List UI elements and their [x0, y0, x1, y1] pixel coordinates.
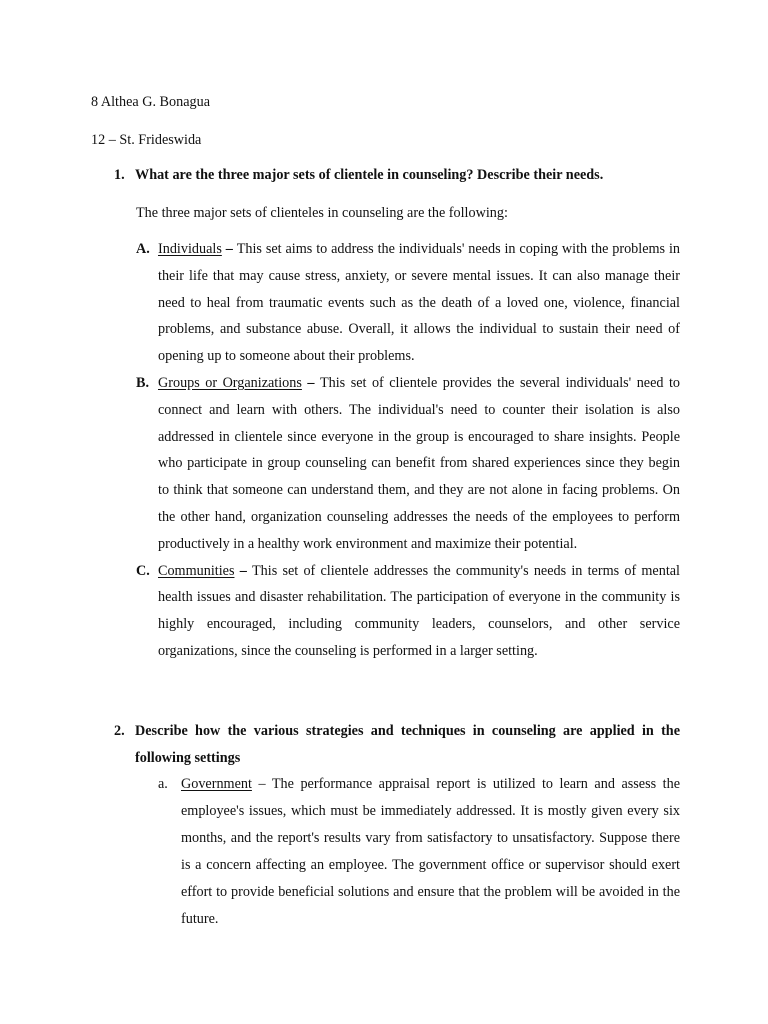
clientele-list [136, 236, 680, 665]
section-line: 12 – St. Frideswida [91, 132, 202, 148]
item-body: This set of clientele addresses the community's needs in terms of mental health issues and disaster rehabilitation. The participation of everyone in the community is highly encouraged, including community leaders, counselors, and other service organizations, since the counseling is performed in a larger setting. [158, 562, 680, 659]
list-item-communities [136, 558, 680, 665]
term-dash: – [221, 241, 237, 257]
question-1 [114, 162, 680, 189]
list-marker: B. [136, 374, 150, 391]
item-body: This set aims to address the individuals' needs in coping with the problems in their life that may cause stress, anxiety, or severe mental issues. It can also manage their need to heal from traumatic events such as the death of a loved one, violence, financial problems, and substance abuse. Overall, it allows the individual to sustain their need of opening up to someone about their problems. [158, 241, 681, 365]
question-1-text: What are the three major sets of clientele in counseling? Describe their needs. [135, 167, 604, 183]
list-marker: A. [136, 241, 150, 257]
student-name-line: 8 Althea G. Bonagua [91, 94, 210, 110]
term-government: Government [181, 776, 252, 792]
list-item-groups [136, 370, 680, 558]
list-item-individuals [136, 236, 680, 370]
answer-1-intro: The three major sets of clienteles in counseling are the following: [136, 205, 508, 221]
term-individuals: Individuals [158, 241, 222, 257]
list-marker: C. [136, 562, 150, 579]
item-body: The performance appraisal report is utilized to learn and assess the employee's issues, which must be immediately addressed. It is mostly given every six months, and the report's results vary from satisfactory to unsatisfactory. Suppose there is a concern affecting an employee. The government office or supervisor should exert effort to provide beneficial solutions and ensure that the problem will be avoided in the future. [181, 776, 681, 927]
term-dash: – [234, 562, 253, 579]
question-2-number: 2. [114, 723, 125, 739]
list-item-government [158, 771, 680, 933]
term-groups-or-organizations: Groups or Organizations [158, 374, 302, 391]
question-2-text: Describe how the various strategies and techniques in counseling are applied in the following settings [135, 723, 680, 766]
list-marker: a. [158, 776, 168, 792]
question-1-number: 1. [114, 167, 125, 183]
term-dash: – [301, 374, 320, 391]
question-2 [114, 718, 680, 772]
item-body: This set of clientele provides the several individuals' need to connect and learn with others. The individual's need to counter their isolation is also addressed in clientele since everyone in the group is encouraged to share insights. People who participate in group counseling can benefit from shared experiences since they begin to think that someone can understand them, and they are not alone in facing problems. On the other hand, organization counseling addresses the needs of the employees to perform productively in a healthy work environment and maximize their potential. [158, 374, 681, 552]
term-communities: Communities [158, 562, 235, 579]
term-dash: – [251, 776, 272, 792]
